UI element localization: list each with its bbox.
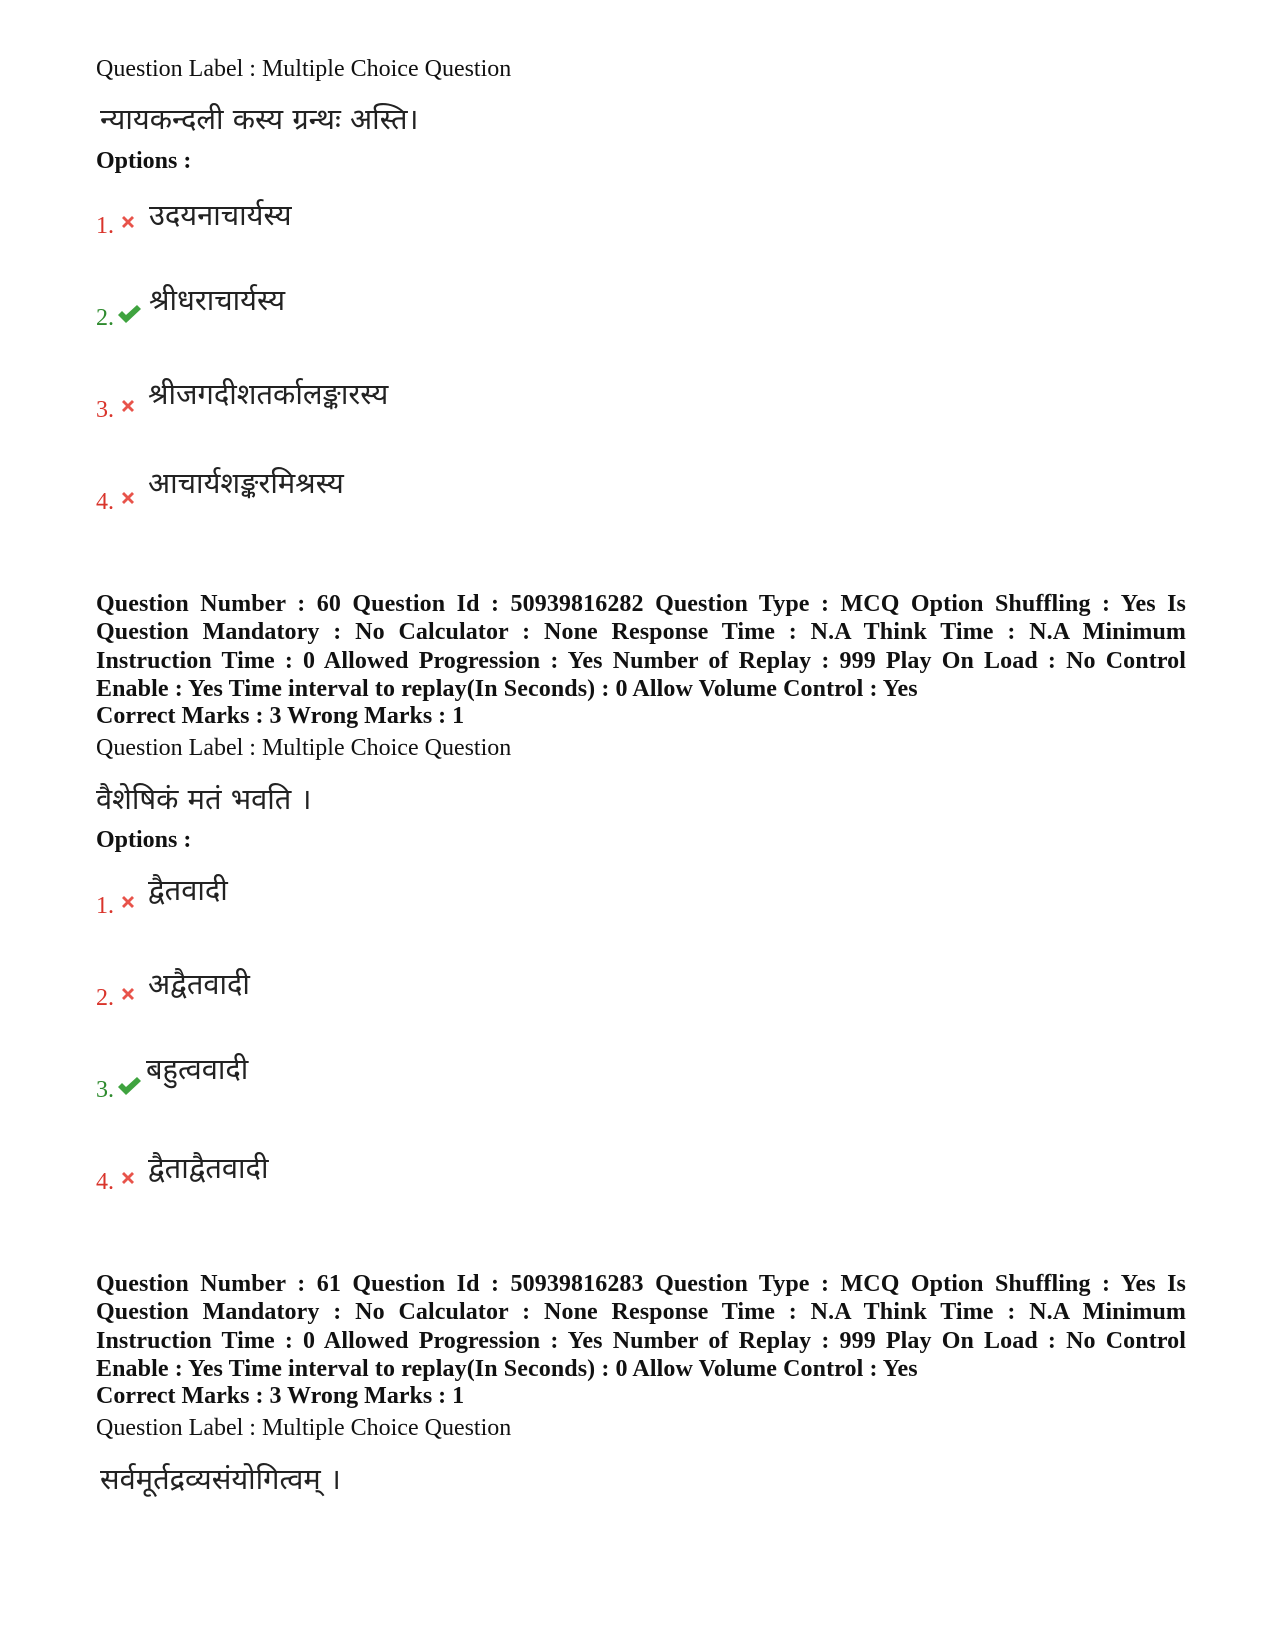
option-number: 3. <box>96 1077 114 1103</box>
marks-info: Correct Marks : 3 Wrong Marks : 1 <box>96 1383 465 1409</box>
option-number: 2. <box>96 305 114 331</box>
marks-info: Correct Marks : 3 Wrong Marks : 1 <box>96 703 465 729</box>
question-text: वैशेषिकं मतं भवति । <box>96 782 312 816</box>
option-number: 1. <box>96 893 114 919</box>
cross-icon <box>118 892 138 912</box>
option-text: द्वैताद्वैतवादी <box>148 1151 269 1185</box>
option-number: 1. <box>96 213 114 239</box>
question-text: न्यायकन्दली कस्य ग्रन्थः अस्ति। <box>100 102 419 136</box>
option-text: उदयनाचार्यस्य <box>149 198 292 232</box>
option-row <box>96 397 114 424</box>
question-label: Question Label : Multiple Choice Question <box>96 56 512 82</box>
check-icon <box>116 1075 142 1097</box>
cross-icon <box>118 396 138 416</box>
cross-icon <box>118 212 138 232</box>
question-label: Question Label : Multiple Choice Question <box>96 735 512 761</box>
question-text: सर्वमूर्तद्रव्यसंयोगित्वम् । <box>100 1462 341 1496</box>
check-icon <box>116 303 142 325</box>
options-heading: Options : <box>96 827 192 853</box>
options-heading: Options : <box>96 148 192 174</box>
option-row <box>96 893 114 920</box>
option-text: श्रीधराचार्यस्य <box>149 283 286 317</box>
cross-icon <box>118 1168 138 1188</box>
option-number: 4. <box>96 1169 114 1195</box>
option-text: आचार्यशङ्करमिश्रस्य <box>148 466 344 500</box>
option-text: अद्वैतवादी <box>148 967 250 1001</box>
option-row <box>96 1169 114 1196</box>
option-row <box>96 985 114 1012</box>
option-row <box>96 305 114 332</box>
question-label: Question Label : Multiple Choice Question <box>96 1415 512 1441</box>
option-row <box>96 1077 114 1104</box>
option-text: श्रीजगदीशतर्कालङ्कारस्य <box>148 377 389 411</box>
question-metadata: Question Number : 60 Question Id : 50939816282 Question Type : MCQ Option Shuffling : Yes Is Question Mandatory : No Calculator : None Response Time : N.A Think Time : N.A Minimum Instruction Time : 0 Allowed Progression : Yes Number of Replay : 999 Play On Load : No Control Enable : Yes Time interval to replay(In Seconds) : 0 Allow Volume Control : Yes <box>96 591 1186 702</box>
option-number: 3. <box>96 397 114 423</box>
option-text: द्वैतवादी <box>148 873 228 907</box>
option-row <box>96 489 114 516</box>
option-number: 2. <box>96 985 114 1011</box>
cross-icon <box>118 488 138 508</box>
option-row <box>96 213 114 240</box>
option-text: बहुत्ववादी <box>146 1052 249 1086</box>
question-metadata: Question Number : 61 Question Id : 50939816283 Question Type : MCQ Option Shuffling : Yes Is Question Mandatory : No Calculator : None Response Time : N.A Think Time : N.A Minimum Instruction Time : 0 Allowed Progression : Yes Number of Replay : 999 Play On Load : No Control Enable : Yes Time interval to replay(In Seconds) : 0 Allow Volume Control : Yes <box>96 1271 1186 1382</box>
cross-icon <box>118 984 138 1004</box>
option-number: 4. <box>96 489 114 515</box>
